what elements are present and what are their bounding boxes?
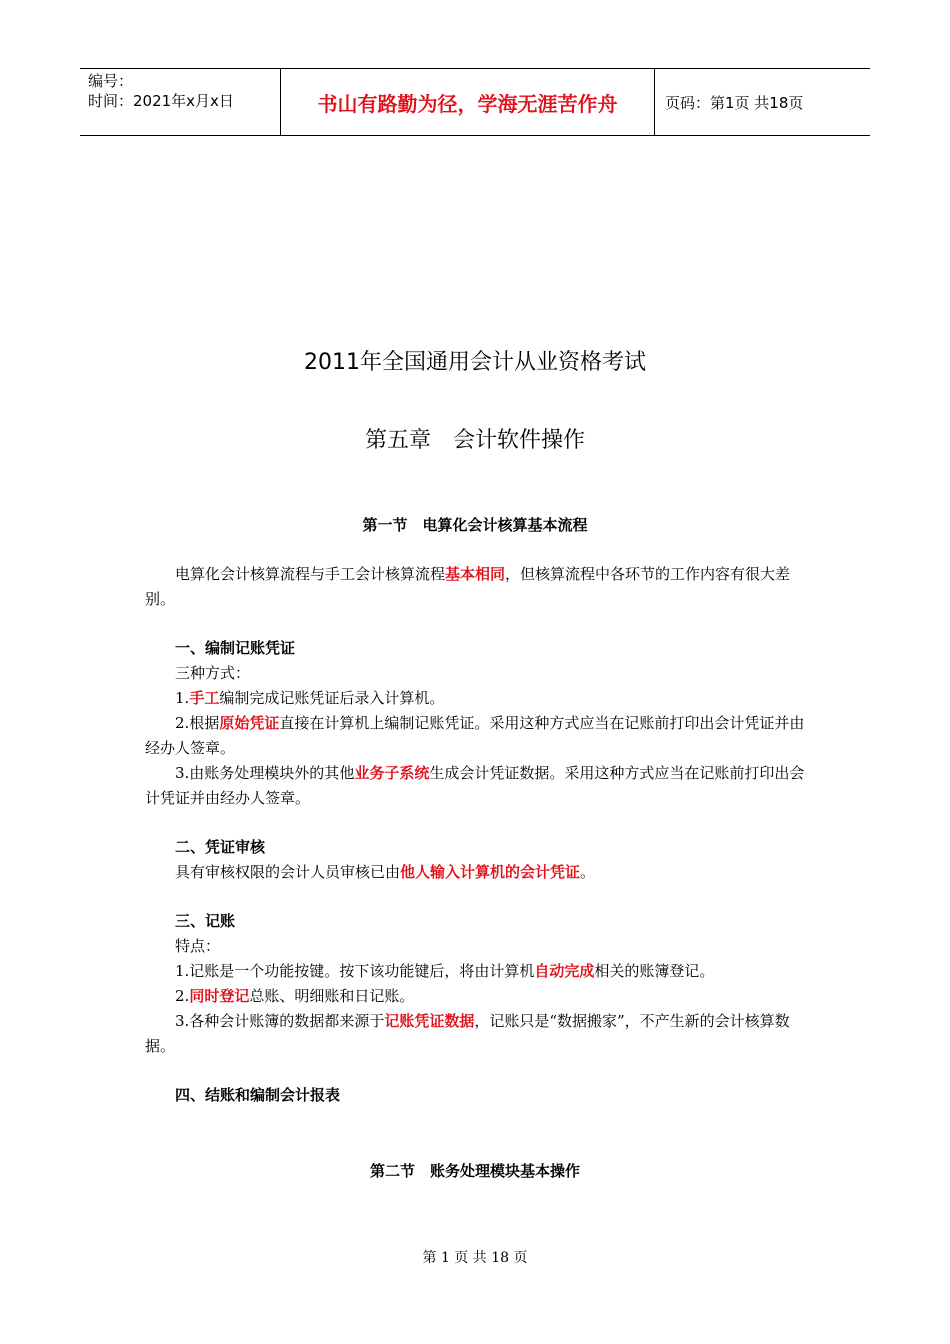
part3-item2: 2.同时登记总账、明细账和日记账。 xyxy=(175,987,415,1005)
part4-block xyxy=(145,1083,807,1108)
part1-block xyxy=(145,636,807,811)
chapter-title: 第五章 会计软件操作 xyxy=(364,428,585,453)
section1-body xyxy=(145,562,807,612)
part1-item3: 3.由账务处理模块外的其他业务子系统生成会计凭证数据。采用这种方式应当在记账前打印出会计凭证并由经办人签章。 xyxy=(145,764,805,807)
header-page-info: 页码：第1页 共18页 xyxy=(665,93,804,112)
part3-item3: 3.各种会计账簿的数据都来源于记账凭证数据，记账只是“数据搬家”，不产生新的会计核算数据。 xyxy=(145,1012,790,1055)
part1-lead: 三种方式： xyxy=(175,664,251,682)
part1-heading: 一、编制记账凭证 xyxy=(175,639,296,657)
part2-heading: 二、凭证审核 xyxy=(175,838,266,856)
number-label: 编号： xyxy=(88,72,134,90)
part3-lead: 特点： xyxy=(175,937,221,955)
section2-title: 第二节 账务处理模块基本操作 xyxy=(369,1162,580,1180)
intro-paragraph: 电算化会计核算流程与手工会计核算流程基本相同，但核算流程中各环节的工作内容有很大差别。 xyxy=(145,565,791,608)
header-motto: 书山有路勤为径，学海无涯苦作舟 xyxy=(281,69,655,135)
document-header xyxy=(80,68,870,136)
section1-title: 第一节 电算化会计核算基本流程 xyxy=(362,516,588,534)
doc-title: 2011年全国通用会计从业资格考试 xyxy=(304,350,646,375)
part2-text: 具有审核权限的会计人员审核已由他人输入计算机的会计凭证。 xyxy=(175,863,596,881)
page-footer: 第 1 页 共 18 页 xyxy=(422,1250,528,1266)
part2-block xyxy=(145,835,807,885)
date-label: 时间：2021年x月x日 xyxy=(88,92,234,110)
part4-heading: 四、结账和编制会计报表 xyxy=(175,1086,341,1104)
part1-item1: 1.手工编制完成记账凭证后录入计算机。 xyxy=(175,689,445,707)
part1-item2: 2.根据原始凭证直接在计算机上编制记账凭证。采用这种方式应当在记账前打印出会计凭证并由经办人签章。 xyxy=(145,714,805,757)
part3-heading: 三、记账 xyxy=(175,912,236,930)
part3-item1: 1.记账是一个功能按键。按下该功能键后，将由计算机自动完成相关的账簿登记。 xyxy=(175,962,715,980)
part3-block xyxy=(145,909,807,1059)
header-meta xyxy=(80,69,281,135)
